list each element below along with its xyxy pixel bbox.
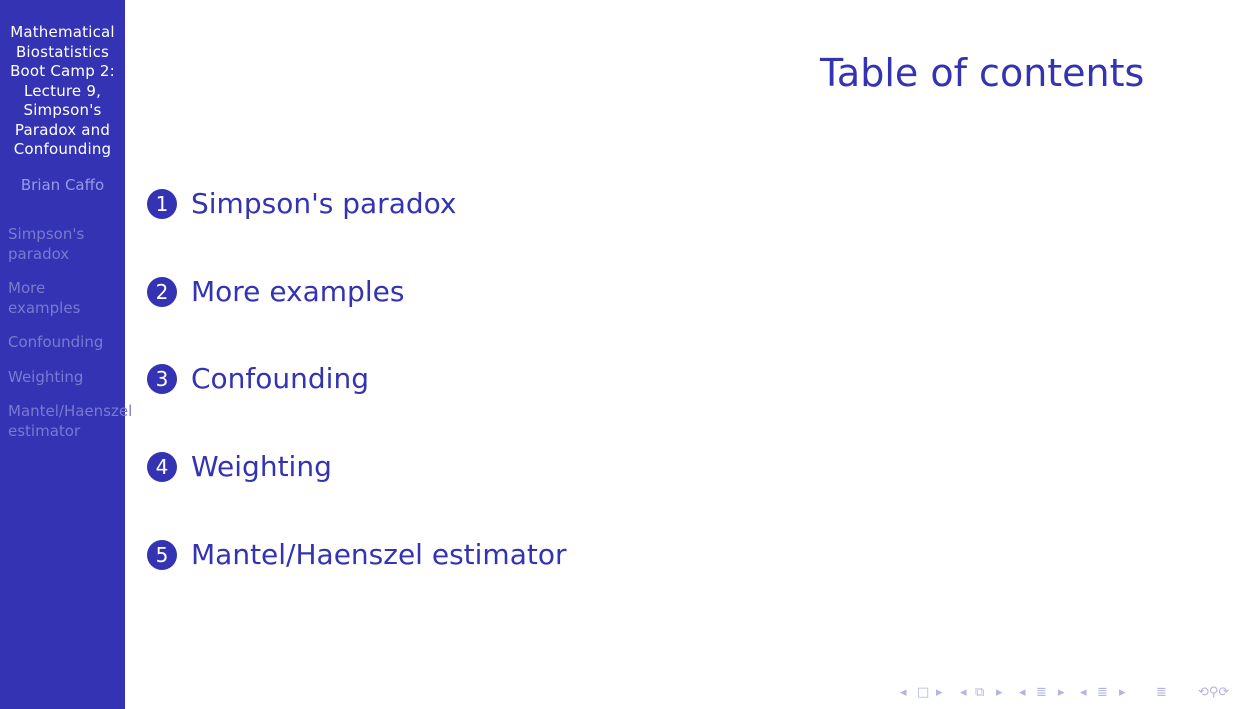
toc-item-label: More examples bbox=[191, 275, 405, 308]
sidebar-title[interactable] bbox=[0, 23, 125, 160]
sidebar-item-line: Simpson's bbox=[8, 225, 85, 243]
beamer-navigation-symbols bbox=[898, 684, 1253, 702]
toc-number-badge: 1 bbox=[147, 189, 177, 219]
sidebar bbox=[0, 0, 133, 709]
sidebar-title-line: Lecture 9, bbox=[23, 81, 102, 100]
toc-item-weighting[interactable] bbox=[147, 449, 332, 485]
sidebar-item-weighting[interactable] bbox=[8, 368, 138, 388]
sidebar-item-confounding[interactable] bbox=[8, 333, 138, 353]
sidebar-item-line: examples bbox=[8, 298, 81, 317]
sidebar-item-line: More bbox=[8, 279, 46, 297]
section-next-icon[interactable]: ▸ bbox=[1058, 685, 1065, 700]
sidebar-title-line: Biostatistics bbox=[15, 42, 110, 61]
sidebar-item-mantel-haenszel[interactable] bbox=[8, 402, 138, 441]
part-icon[interactable]: ≣ bbox=[1097, 685, 1108, 700]
sidebar-item-simpsons-paradox[interactable] bbox=[8, 225, 138, 264]
frame-next-icon[interactable]: ▸ bbox=[936, 685, 943, 700]
page-title: Table of contents bbox=[820, 51, 1145, 95]
toc-item-confounding[interactable] bbox=[147, 361, 369, 397]
sidebar-nav bbox=[8, 225, 138, 456]
subsection-prev-icon[interactable]: ◂ bbox=[960, 685, 967, 700]
section-icon[interactable]: ≣ bbox=[1036, 685, 1047, 700]
sidebar-item-line: Weighting bbox=[8, 367, 84, 386]
section-prev-icon[interactable]: ◂ bbox=[1019, 685, 1026, 700]
sidebar-item-line: estimator bbox=[8, 421, 81, 440]
sidebar-item-line: paradox bbox=[8, 244, 70, 263]
toc-item-more-examples[interactable] bbox=[147, 274, 404, 310]
sidebar-title-line: Confounding bbox=[13, 140, 112, 158]
sidebar-title-line: Mathematical bbox=[10, 23, 115, 41]
toc-item-simpsons-paradox[interactable] bbox=[147, 186, 456, 222]
part-next-icon[interactable]: ▸ bbox=[1119, 685, 1126, 700]
document-icon[interactable]: ≣ bbox=[1156, 685, 1167, 700]
toc-number-badge: 2 bbox=[147, 277, 177, 307]
subsection-next-icon[interactable]: ▸ bbox=[996, 685, 1003, 700]
sidebar-item-line: Confounding bbox=[8, 333, 104, 351]
sidebar-title-line: Simpson's bbox=[23, 101, 102, 119]
toc-number-badge: 3 bbox=[147, 364, 177, 394]
subsection-icon[interactable]: ⧉ bbox=[975, 685, 985, 700]
frame-icon[interactable]: □ bbox=[917, 685, 930, 700]
toc-item-label: Simpson's paradox bbox=[191, 187, 457, 220]
toc-item-mantel-haenszel[interactable] bbox=[147, 537, 566, 573]
toc-number-badge: 5 bbox=[147, 540, 177, 570]
sidebar-author: Brian Caffo bbox=[20, 176, 105, 194]
sidebar-item-more-examples[interactable] bbox=[8, 279, 138, 318]
toc-item-label: Mantel/Haenszel estimator bbox=[191, 538, 567, 571]
sidebar-title-line: Boot Camp 2: bbox=[10, 62, 115, 80]
sidebar-item-line: Mantel/Haenszel bbox=[8, 402, 133, 420]
toc-item-label: Confounding bbox=[191, 362, 369, 395]
toc-item-label: Weighting bbox=[191, 450, 332, 483]
part-prev-icon[interactable]: ◂ bbox=[1080, 685, 1087, 700]
sidebar-title-line: Paradox and bbox=[14, 120, 111, 139]
toc-number-badge: 4 bbox=[147, 452, 177, 482]
search-icon[interactable]: ⟲⚲⟳ bbox=[1198, 685, 1230, 700]
frame-prev-icon[interactable]: ◂ bbox=[900, 685, 907, 700]
